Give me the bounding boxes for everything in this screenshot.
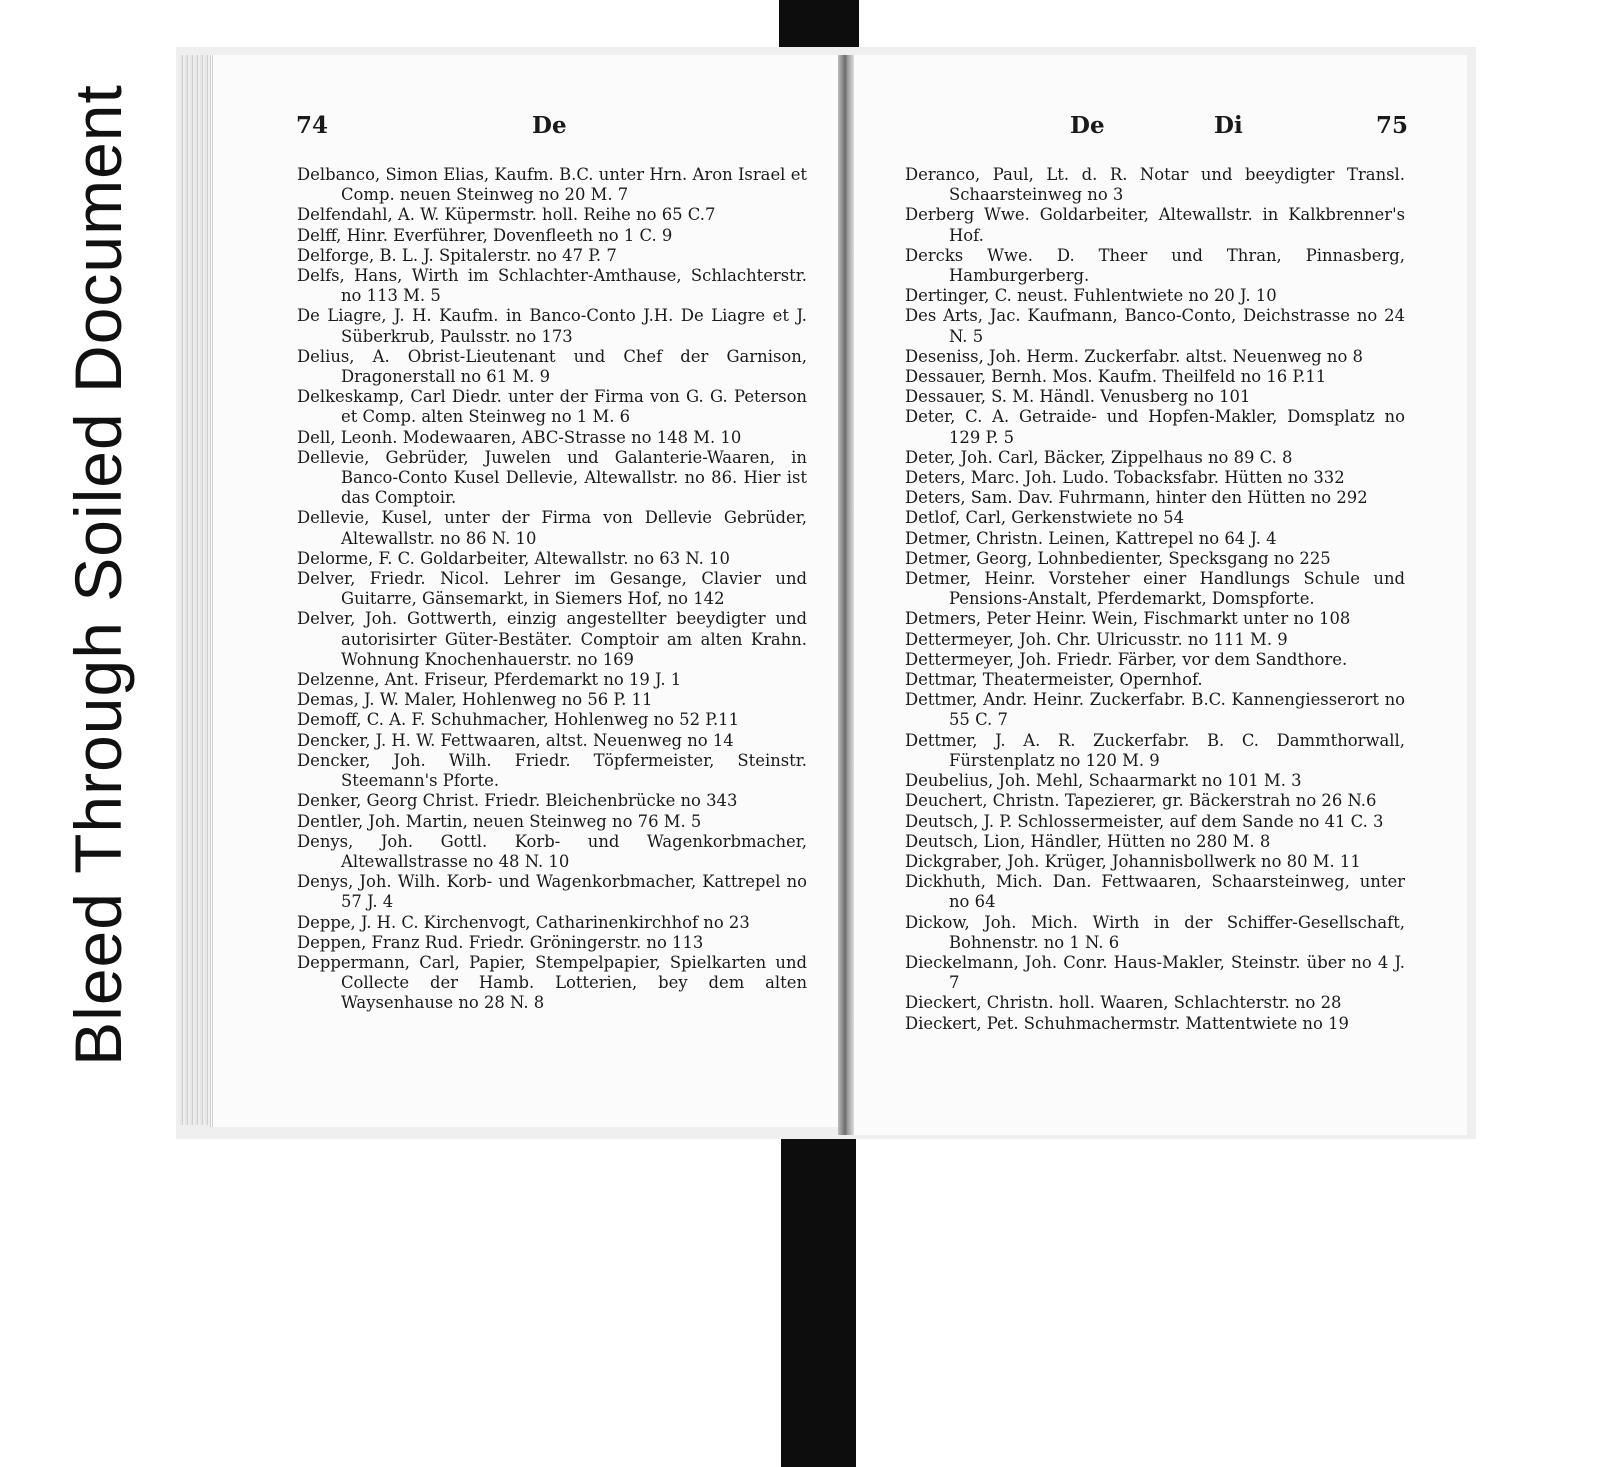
directory-entry: Delfs, Hans, Wirth im Schlachter-Amthause, Schlachterstr. no 113 M. 5: [297, 266, 807, 306]
directory-entry: Deppen, Franz Rud. Friedr. Gröningerstr. no 113: [297, 932, 704, 952]
directory-entry: Dettmar, Theatermeister, Opernhof.: [905, 670, 1203, 690]
directory-entry: Deppermann, Carl, Papier, Stempelpapier, Spielkarten und Collecte der Hamb. Lotterien, bey dem alten Waysenhause no 28 N. 8: [297, 952, 807, 1013]
directory-entry: Dieckert, Christn. holl. Waaren, Schlachterstr. no 28: [905, 993, 1342, 1013]
directory-entry: Deranco, Paul, Lt. d. R. Notar und beeydigter Transl. Schaarsteinweg no 3: [905, 165, 1405, 205]
directory-entry: Deutsch, J. P. Schlossermeister, auf dem Sande no 41 C. 3: [905, 811, 1384, 831]
left-page-number: 74: [296, 112, 329, 139]
right-page-number: 75: [1376, 112, 1409, 139]
directory-entry: Delver, Friedr. Nicol. Lehrer im Gesange, Clavier und Guitarre, Gänsemarkt, in Siemers Hof, no 142: [297, 569, 807, 609]
directory-entry: Deuchert, Christn. Tapezierer, gr. Bäckerstrah no 26 N.6: [905, 791, 1377, 811]
side-label: [28, 45, 168, 1105]
directory-entry: Des Arts, Jac. Kaufmann, Banco-Conto, Deichstrasse no 24 N. 5: [905, 306, 1405, 346]
directory-entry: Dertinger, C. neust. Fuhlentwiete no 20 J. 10: [905, 286, 1277, 306]
directory-entry: De Liagre, J. H. Kaufm. in Banco-Conto J.H. De Liagre et J. Süberkrub, Paulsstr. no 173: [297, 306, 807, 346]
directory-entry: Delorme, F. C. Goldarbeiter, Altewallstr. no 63 N. 10: [297, 548, 730, 568]
directory-entry: Deppe, J. H. C. Kirchenvogt, Catharinenkirchhof no 23: [297, 912, 750, 932]
directory-entry: Denker, Georg Christ. Friedr. Bleichenbrücke no 343: [297, 791, 738, 811]
directory-entry: Demoff, C. A. F. Schuhmacher, Hohlenweg no 52 P.11: [297, 710, 740, 730]
directory-entry: Detmers, Peter Heinr. Wein, Fischmarkt unter no 108: [905, 609, 1351, 629]
directory-entry: Detlof, Carl, Gerkenstwiete no 54: [905, 508, 1185, 528]
directory-entry: Delius, A. Obrist-Lieutenant und Chef der Garnison, Dragonerstall no 61 M. 9: [297, 346, 807, 387]
directory-entry: Dentler, Joh. Martin, neuen Steinweg no 76 M. 5: [297, 811, 702, 831]
left-entry-list: [297, 165, 807, 1014]
directory-entry: Deters, Sam. Dav. Fuhrmann, hinter den Hütten no 292: [905, 488, 1368, 508]
directory-entry: Dickgraber, Joh. Krüger, Johannisbollwerk no 80 M. 11: [905, 851, 1361, 871]
directory-entry: Detmer, Christn. Leinen, Kattrepel no 64 J. 4: [905, 528, 1277, 548]
directory-entry: Delzenne, Ant. Friseur, Pferdemarkt no 19 J. 1: [297, 670, 682, 690]
directory-entry: Dickhuth, Mich. Dan. Fettwaaren, Schaarsteinweg, unter no 64: [905, 872, 1405, 912]
directory-entry: Dettmer, Andr. Heinr. Zuckerfabr. B.C. Kannengiesserort no 55 C. 7: [905, 690, 1405, 730]
directory-entry: Deter, C. A. Getraide- und Hopfen-Makler, Domsplatz no 129 P. 5: [905, 407, 1405, 447]
directory-entry: Dessauer, Bernh. Mos. Kaufm. Theilfeld no 16 P.11: [905, 367, 1327, 387]
directory-entry: Dickow, Joh. Mich. Wirth in der Schiffer-Gesellschaft, Bohnenstr. no 1 N. 6: [905, 912, 1405, 952]
directory-entry: Deutsch, Lion, Händler, Hütten no 280 M. 8: [905, 831, 1271, 851]
directory-entry: Dettermeyer, Joh. Chr. Ulricusstr. no 111 M. 9: [905, 629, 1288, 649]
directory-entry: Denys, Joh. Wilh. Korb- und Wagenkorbmacher, Kattrepel no 57 J. 4: [297, 872, 807, 912]
directory-entry: Demas, J. W. Maler, Hohlenweg no 56 P. 11: [297, 690, 653, 710]
directory-entry: Dessauer, S. M. Händl. Venusberg no 101: [905, 387, 1251, 407]
directory-entry: Dieckert, Pet. Schuhmachermstr. Mattentwiete no 19: [905, 1013, 1349, 1033]
directory-entry: Detmer, Georg, Lohnbedienter, Specksgang no 225: [905, 548, 1331, 568]
directory-entry: Denys, Joh. Gottl. Korb- und Wagenkorbmacher, Altewallstrasse no 48 N. 10: [297, 831, 807, 871]
directory-entry: Dellevie, Kusel, unter der Firma von Dellevie Gebrüder, Altewallstr. no 86 N. 10: [297, 508, 807, 548]
directory-entry: Delbanco, Simon Elias, Kaufm. B.C. unter Hrn. Aron Israel et Comp. neuen Steinweg no 20 M. 7: [297, 165, 807, 205]
page-edges: [180, 55, 208, 1125]
directory-entry: Delff, Hinr. Everführer, Dovenfleeth no 1 C. 9: [297, 225, 673, 245]
directory-entry: Dencker, Joh. Wilh. Friedr. Töpfermeister, Steinstr. Steemann's Pforte.: [297, 750, 807, 791]
right-entry-list: [905, 165, 1405, 1034]
directory-entry: Delver, Joh. Gottwerth, einzig angestellter beeydigter und autorisirter Güter-Bestäter. Comptoir am alten Krahn. Wohnung Knochenhauerstr. no 169: [297, 609, 807, 669]
left-page-header: De: [532, 112, 567, 139]
directory-entry: Deubelius, Joh. Mehl, Schaarmarkt no 101 M. 3: [905, 771, 1302, 791]
binding-strip-bottom: [781, 1135, 856, 1467]
directory-entry: Dettmer, J. A. R. Zuckerfabr. B. C. Dammthorwall, Fürstenplatz no 120 M. 9: [905, 730, 1405, 770]
directory-entry: Deter, Joh. Carl, Bäcker, Zippelhaus no 89 C. 8: [905, 447, 1293, 467]
directory-entry: Delkeskamp, Carl Diedr. unter der Firma von G. G. Peterson et Comp. alten Steinweg no 1 M. 6: [297, 387, 807, 427]
directory-entry: Derberg Wwe. Goldarbeiter, Altewallstr. in Kalkbrenner's Hof.: [905, 205, 1405, 245]
directory-entry: Dencker, J. H. W. Fettwaaren, altst. Neuenweg no 14: [297, 730, 734, 750]
directory-entry: Dieckelmann, Joh. Conr. Haus-Makler, Steinstr. über no 4 J. 7: [905, 952, 1405, 993]
directory-entry: Delforge, B. L. J. Spitalerstr. no 47 P. 7: [297, 245, 617, 265]
directory-entry: Deseniss, Joh. Herm. Zuckerfabr. altst. Neuenweg no 8: [905, 346, 1363, 366]
directory-entry: Dettermeyer, Joh. Friedr. Färber, vor dem Sandthore.: [905, 649, 1348, 669]
right-page-header-left: De: [1070, 112, 1105, 139]
directory-entry: Dell, Leonh. Modewaaren, ABC-Strasse no 148 M. 10: [297, 427, 742, 447]
directory-entry: Detmer, Heinr. Vorsteher einer Handlungs Schule und Pensions-Anstalt, Pferdemarkt, Domspforte.: [905, 569, 1405, 609]
directory-entry: Delfendahl, A. W. Küpermstr. holl. Reihe no 65 C.7: [297, 205, 716, 225]
right-page-header-right: Di: [1214, 112, 1243, 139]
book-gutter: [838, 55, 854, 1135]
directory-entry: Deters, Marc. Joh. Ludo. Tobacksfabr. Hütten no 332: [905, 468, 1345, 488]
directory-entry: Dercks Wwe. D. Theer und Thran, Pinnasberg, Hamburgerberg.: [905, 245, 1405, 286]
side-label-text: Bleed Through Soiled Document: [61, 84, 135, 1066]
directory-entry: Dellevie, Gebrüder, Juwelen und Galanterie-Waaren, in Banco-Conto Kusel Dellevie, Altewallstr. no 86. Hier ist das Comptoir.: [297, 447, 807, 508]
